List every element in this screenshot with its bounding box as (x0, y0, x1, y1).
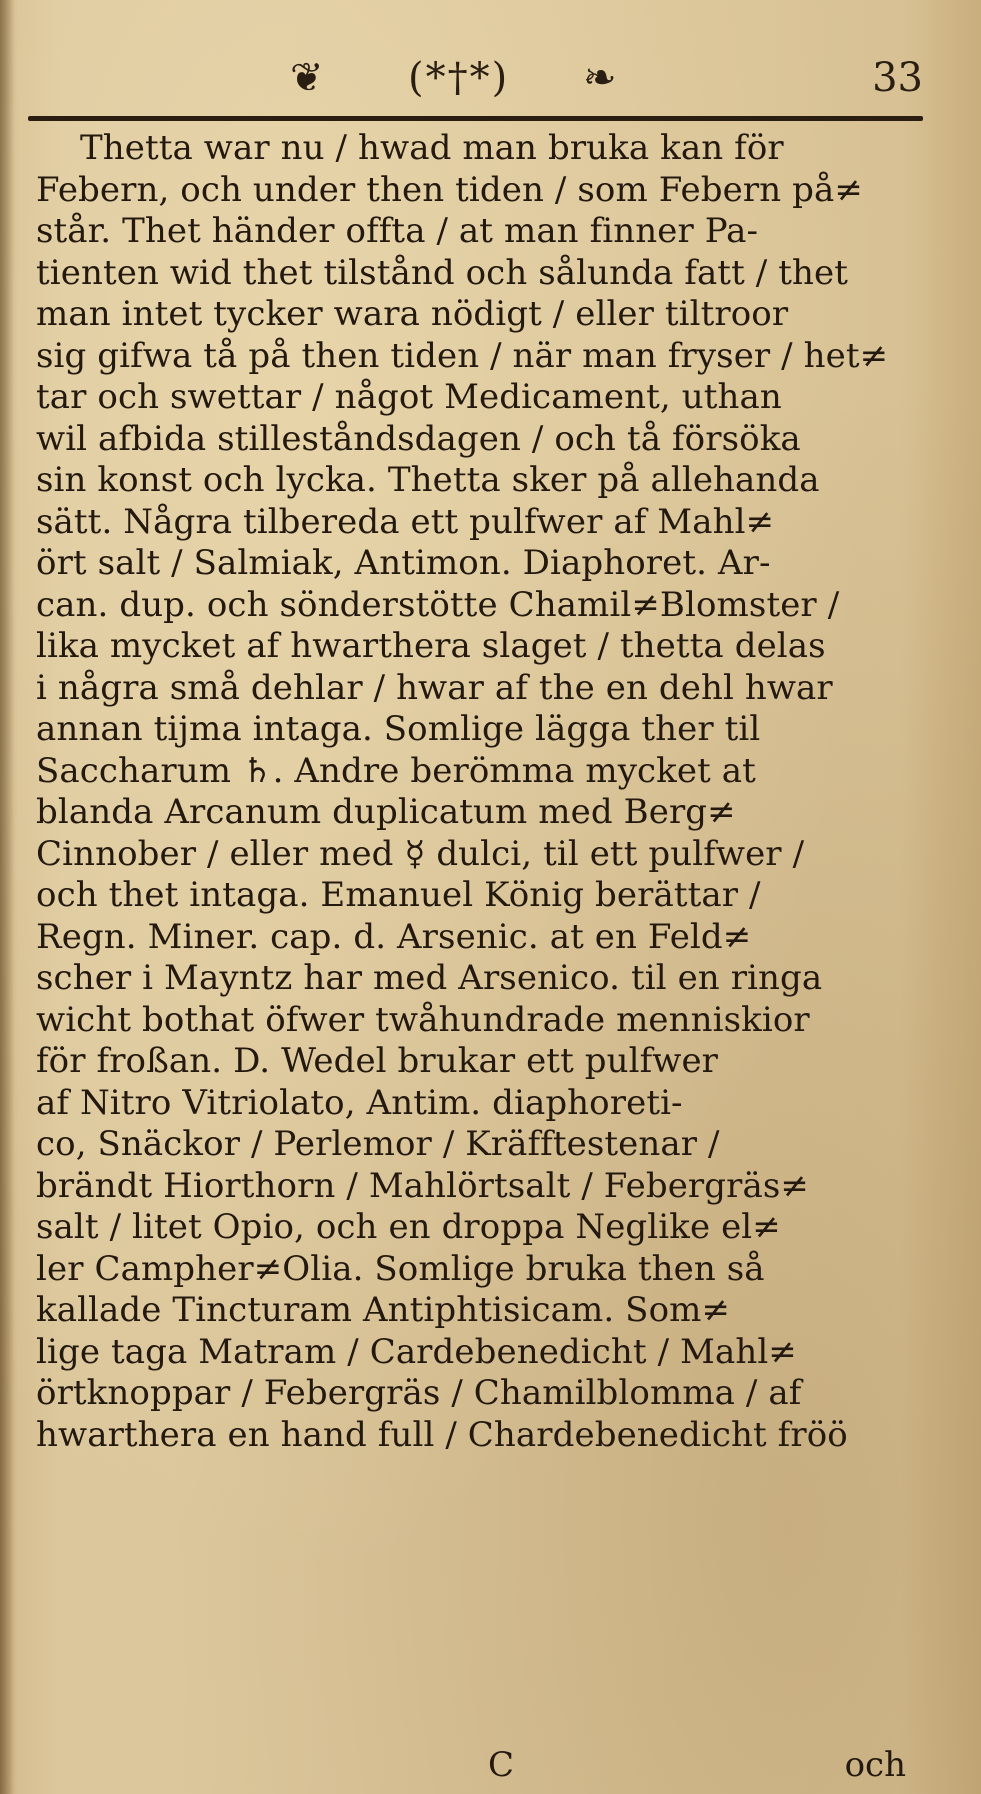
text-line: Saccharum ♄. Andre berömma mycket at (36, 750, 756, 791)
text-line: tienten wid thet tilstånd och sålunda fatt / thet (36, 252, 848, 293)
text-line: sin konst och lycka. Thetta sker på allehanda (36, 460, 820, 500)
text-line: lige taga Matram / Cardebenedicht / Mahl≠ (36, 1331, 797, 1372)
text-line: lika mycket af hwarthera slaget / thetta delas (36, 626, 826, 666)
text-line: wil afbida stilleståndsdagen / och tå försöka (36, 418, 801, 459)
fleuron-right-icon: ❧ (583, 55, 617, 101)
fleuron-left-icon: ❦ (290, 55, 324, 101)
text-line: örtknoppar / Febergräs / Chamilblomma / af (36, 1373, 802, 1413)
text-line: och thet intaga. Emanuel König berättar / (36, 875, 761, 915)
header-rule (28, 116, 923, 121)
text-line: Febern, och under then tiden / som Febern på≠ (36, 169, 863, 210)
text-line: kallade Tincturam Antiphtisicam. Som≠ (36, 1290, 731, 1330)
page-header (28, 52, 923, 112)
page-footer (36, 1744, 906, 1786)
text-line: ört salt / Salmiak, Antimon. Diaphoret. Ar- (36, 543, 771, 583)
text-line: af Nitro Vitriolato, Antim. diaphoreti- (36, 1082, 683, 1123)
text-line: Thetta war nu / hwad man bruka kan för (80, 128, 784, 168)
text-line: hwarthera en hand full / Chardebenedicht fröö (36, 1414, 848, 1455)
text-line: tar och swettar / något Medicament, uthan (36, 377, 782, 417)
catchword: och (844, 1745, 906, 1785)
text-line: man intet tycker wara nödigt / eller tiltroor (36, 294, 789, 334)
text-line: brändt Hiorthorn / Mahlörtsalt / Febergräs≠ (36, 1165, 810, 1206)
text-line: blanda Arcanum duplicatum med Berg≠ (36, 792, 736, 832)
signature-mark: (*†*) (408, 55, 510, 101)
text-line: i några små dehlar / hwar af the en dehl hwar (36, 667, 833, 708)
text-line: sätt. Några tilbereda ett pulfwer af Mahl≠ (36, 501, 775, 542)
text-line: co, Snäckor / Perlemor / Kräfftestenar / (36, 1124, 720, 1164)
signature-letter: C (488, 1745, 515, 1785)
body-text (36, 128, 906, 1456)
text-line: scher i Mayntz har med Arsenico. til en ringa (36, 958, 823, 998)
text-line: för froßan. D. Wedel brukar ett pulfwer (36, 1041, 719, 1081)
text-line: annan tijma intaga. Somlige lägga ther til (36, 709, 761, 749)
text-line: salt / litet Opio, och en droppa Neglike el≠ (36, 1207, 781, 1247)
text-line: sig gifwa tå på then tiden / när man fryser / het≠ (36, 335, 889, 376)
text-line: Cinnober / eller med ☿ dulci, til ett pulfwer / (36, 833, 805, 874)
text-line: can. dup. och sönderstötte Chamil≠Blomster / (36, 584, 840, 625)
text-line: står. Thet händer offta / at man finner Pa- (36, 211, 759, 251)
text-line: wicht bothat öfwer twåhundrade menniskior (36, 999, 810, 1040)
text-line: Regn. Miner. cap. d. Arsenic. at en Feld≠ (36, 916, 752, 957)
text-line: ler Campher≠Olia. Somlige bruka then så (36, 1248, 765, 1289)
gutter-shadow (0, 0, 14, 1794)
page-number: 33 (872, 55, 923, 101)
